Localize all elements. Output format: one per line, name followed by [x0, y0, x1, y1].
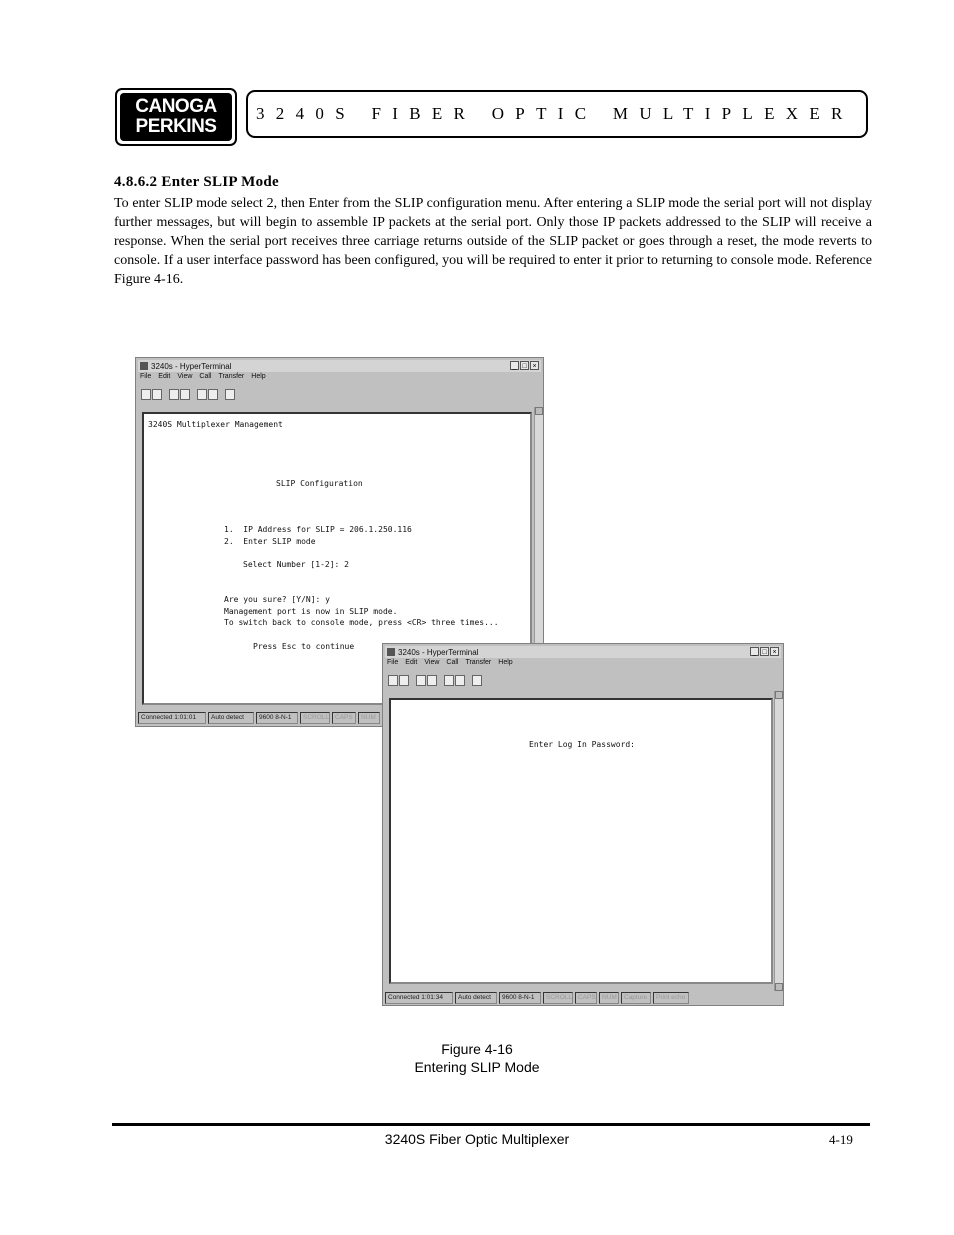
minimize-icon[interactable]: _	[750, 647, 759, 656]
terminal-line: Management port is now in SLIP mode.	[224, 607, 398, 616]
status-num: NUM	[358, 712, 380, 724]
logo-line-2: PERKINS	[135, 116, 217, 137]
menu-view[interactable]: View	[177, 373, 193, 380]
menu-file[interactable]: File	[140, 373, 152, 380]
window-1-toolbar	[138, 386, 541, 402]
menu-edit[interactable]: Edit	[158, 373, 171, 380]
section-heading: 4.8.6.2 Enter SLIP Mode	[114, 174, 279, 190]
properties-icon[interactable]	[472, 675, 482, 686]
header-banner	[246, 90, 868, 138]
window-1-menubar	[138, 373, 541, 384]
connect-icon[interactable]	[416, 675, 426, 686]
properties-icon[interactable]	[225, 389, 235, 400]
page-number: 4-19	[829, 1132, 853, 1147]
figure-number: Figure 4-16	[441, 1041, 513, 1057]
window-2-scrollbar[interactable]	[774, 691, 783, 991]
menu-edit[interactable]: Edit	[405, 659, 418, 666]
status-port: 9600 8-N-1	[256, 712, 298, 724]
status-detect: Auto detect	[455, 992, 497, 1004]
banner-title: 3240S FIBER OPTIC MULTIPLEXER	[256, 104, 854, 123]
menu-file[interactable]: File	[387, 659, 399, 666]
logo-plate	[120, 93, 232, 141]
scroll-up-icon[interactable]	[775, 691, 783, 699]
status-port: 9600 8-N-1	[499, 992, 541, 1004]
status-caps: CAPS	[575, 992, 597, 1004]
menu-transfer[interactable]: Transfer	[218, 373, 245, 380]
receive-icon[interactable]	[455, 675, 465, 686]
window-1-controls	[510, 361, 539, 370]
status-num: NUM	[599, 992, 619, 1004]
window-2-terminal[interactable]	[389, 698, 773, 984]
window-2-statusbar	[385, 992, 781, 1003]
receive-icon[interactable]	[208, 389, 218, 400]
close-icon[interactable]: ×	[530, 361, 539, 370]
status-caps: CAPS	[332, 712, 356, 724]
hyperterminal-icon	[387, 648, 395, 656]
hyperterminal-icon	[140, 362, 148, 370]
open-icon[interactable]	[399, 675, 409, 686]
menu-help[interactable]: Help	[251, 373, 266, 380]
disconnect-icon[interactable]	[427, 675, 437, 686]
menu-transfer[interactable]: Transfer	[465, 659, 492, 666]
footer-title: 3240S Fiber Optic Multiplexer	[384, 1131, 570, 1147]
terminal-line: 2. Enter SLIP mode	[224, 537, 316, 546]
close-icon[interactable]: ×	[770, 647, 779, 656]
menu-call[interactable]: Call	[446, 659, 459, 666]
window-1-titlebar[interactable]	[138, 360, 541, 372]
window-2-toolbar	[385, 672, 781, 688]
terminal-line: SLIP Configuration	[276, 479, 363, 488]
window-2-controls	[750, 647, 779, 656]
send-icon[interactable]	[444, 675, 454, 686]
window-2-titlebar[interactable]	[385, 646, 781, 658]
menu-call[interactable]: Call	[199, 373, 212, 380]
disconnect-icon[interactable]	[180, 389, 190, 400]
maximize-icon[interactable]: □	[760, 647, 769, 656]
status-scroll: SCROLL	[300, 712, 330, 724]
figure-title: Entering SLIP Mode	[414, 1059, 540, 1075]
terminal-line: 3240S Multiplexer Management	[148, 420, 283, 429]
status-connected: Connected 1:01:01	[138, 712, 206, 724]
send-icon[interactable]	[197, 389, 207, 400]
hyperterminal-window-2	[382, 643, 784, 1006]
terminal-line: 1. IP Address for SLIP = 206.1.250.116	[224, 525, 412, 534]
window-1-title: 3240s - HyperTerminal	[151, 361, 232, 371]
new-connection-icon[interactable]	[388, 675, 398, 686]
status-connected: Connected 1:01:34	[385, 992, 453, 1004]
terminal-line: Are you sure? [Y/N]: y	[224, 595, 330, 604]
terminal-line: To switch back to console mode, press <CR> three times...	[224, 618, 499, 627]
logo-line-1: CANOGA	[135, 96, 217, 117]
status-capture: Capture	[621, 992, 651, 1004]
canoga-perkins-logo	[115, 88, 237, 146]
menu-view[interactable]: View	[424, 659, 440, 666]
window-2-title: 3240s - HyperTerminal	[398, 647, 479, 657]
section-body: To enter SLIP mode select 2, then Enter from the SLIP configuration menu. After entering a SLIP mode the serial port will not display further messages, but will begin to assemble IP packets at the serial port. Only those IP packets addressed to the SLIP will receive a response. When the serial port receives three carriage returns outside of the SLIP packet or goes through a reset, the mode reverts to console. If a user interface password has been configured, you will be required to enter it prior to returning to console mode. Reference Figure 4-16.	[114, 196, 872, 287]
new-connection-icon[interactable]	[141, 389, 151, 400]
status-detect: Auto detect	[208, 712, 254, 724]
menu-help[interactable]: Help	[498, 659, 513, 666]
minimize-icon[interactable]: _	[510, 361, 519, 370]
maximize-icon[interactable]: □	[520, 361, 529, 370]
scroll-up-icon[interactable]	[535, 407, 543, 415]
terminal-line: Press Esc to continue	[253, 642, 355, 651]
terminal-line: Enter Log In Password:	[529, 740, 635, 749]
status-scroll: SCROLL	[543, 992, 573, 1004]
terminal-line: Select Number [1-2]: 2	[243, 560, 349, 569]
window-2-menubar	[385, 659, 781, 670]
status-print-echo: Print echo	[653, 992, 689, 1004]
footer-rule	[112, 1123, 870, 1126]
connect-icon[interactable]	[169, 389, 179, 400]
open-icon[interactable]	[152, 389, 162, 400]
scroll-down-icon[interactable]	[775, 983, 783, 991]
